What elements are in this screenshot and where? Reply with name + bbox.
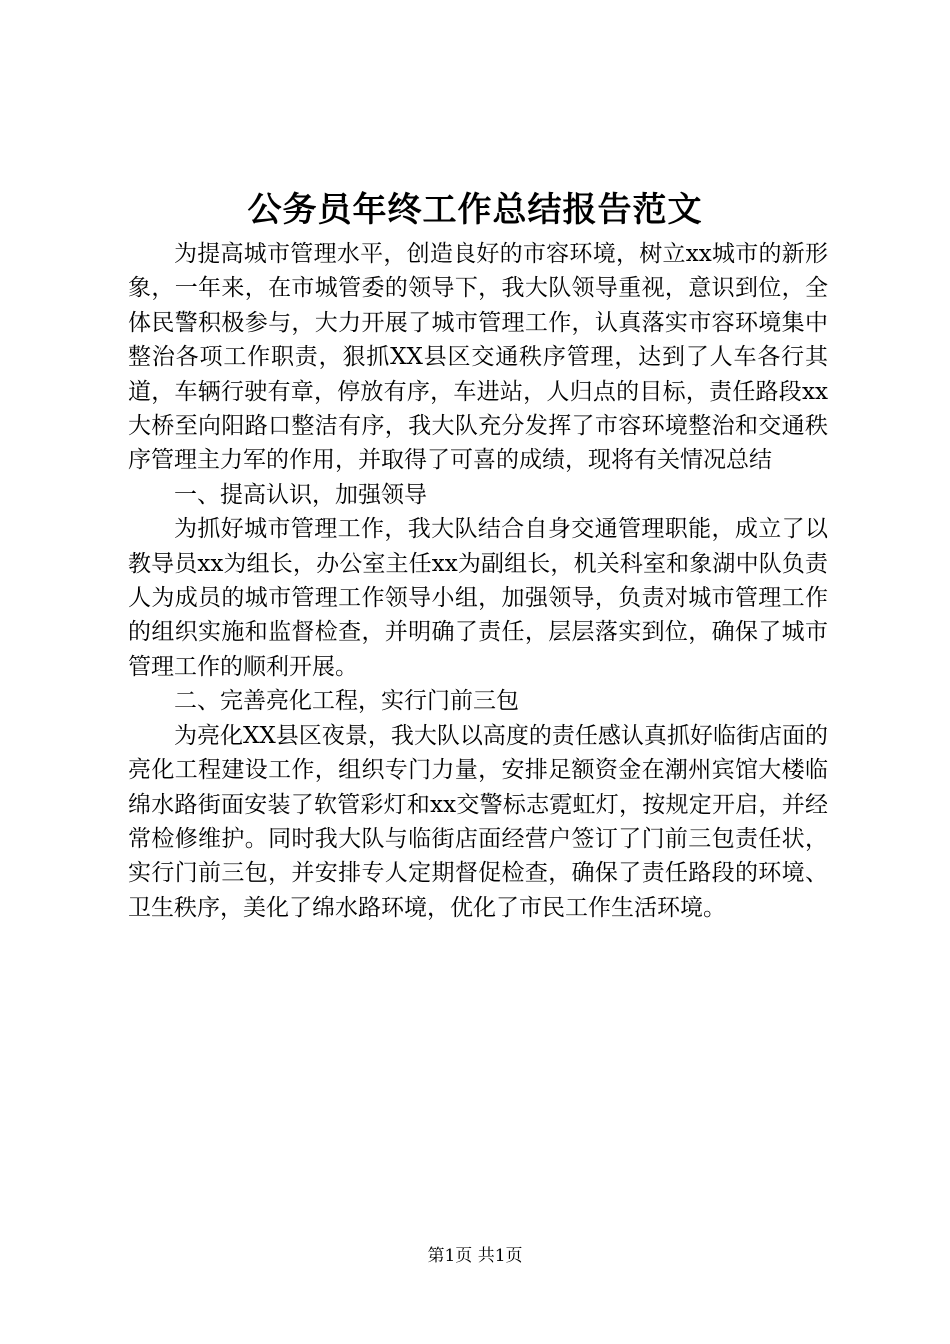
paragraph-section-1: 为抓好城市管理工作，我大队结合自身交通管理职能，成立了以教导员xx为组长，办公室主任xx为副组长，机关科室和象湖中队负责人为成员的城市管理工作领导小组，加强领导，负责对城市管理工作的组织实施和监督检查，并明确了责任，层层落实到位，确保了城市管理工作的顺利开展。 [128,516,828,680]
document-title: 公务员年终工作总结报告范文 [247,190,703,230]
document-body [128,237,828,925]
section-heading-2: 二、完善亮化工程，实行门前三包 [174,688,519,715]
section-heading-1: 一、提高认识，加强领导 [174,481,427,508]
paragraph-section-2: 为亮化XX县区夜景，我大队以高度的责任感认真抓好临街店面的亮化工程建设工作，组织专门力量，安排足额资金在潮州宾馆大楼临绵水路街面安装了软管彩灯和xx交警标志霓虹灯，按规定开启，并经常检修维护。同时我大队与临街店面经营户签订了门前三包责任状，实行门前三包，并安排专人定期督促检查，确保了责任路段的环境、卫生秩序，美化了绵水路环境，优化了市民工作生活环境。 [128,722,828,921]
paragraph-intro: 为提高城市管理水平，创造良好的市容环境，树立xx城市的新形象，一年来，在市城管委的领导下，我大队领导重视，意识到位，全体民警积极参与，大力开展了城市管理工作，认真落实市容环境集中整治各项工作职责，狠抓XX县区交通秩序管理，达到了人车各行其道，车辆行驶有章，停放有序，车进站，人归点的目标，责任路段xx大桥至向阳路口整洁有序，我大队充分发挥了市容环境整治和交通秩序管理主力军的作用，并取得了可喜的成绩，现将有关情况总结 [128,241,828,474]
page-number-footer: 第1页 共1页 [427,1246,523,1266]
